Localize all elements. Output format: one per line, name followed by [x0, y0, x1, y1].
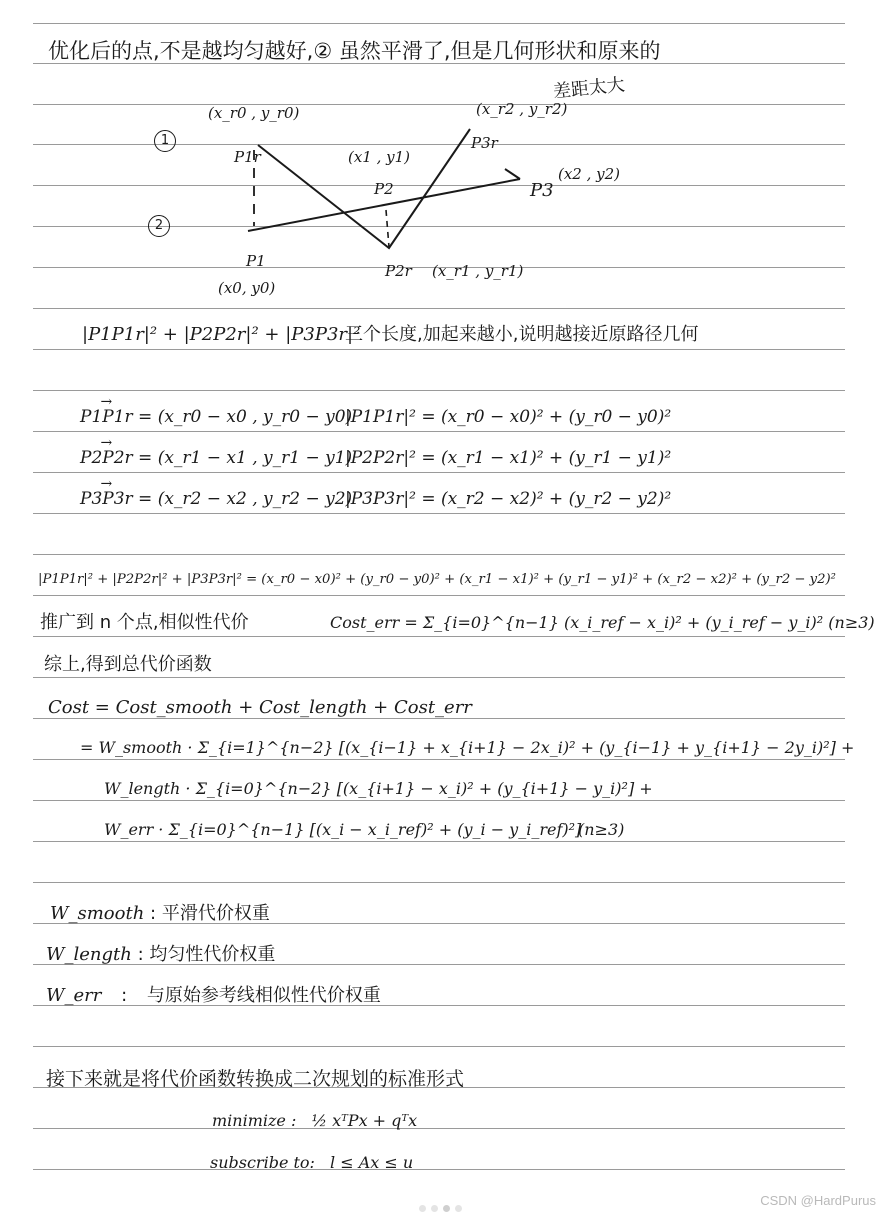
cost-err-formula: Cost_err = Σ_{i=0}^{n−1} (x_i_ref − x_i)² + (y_i_ref − y_i)² (n≥3): [330, 613, 875, 632]
label-p3: P3: [530, 180, 554, 201]
subject-to-label: subscribe to:: [210, 1153, 315, 1172]
cost-line-4: W_err · Σ_{i=0}^{n−1} [(x_i − x_i_ref)² + (y_i − y_i_ref)²]: [104, 820, 582, 839]
vector-lhs: → P3P3r: [80, 491, 133, 508]
label-p2-coord: (x1 , y1): [348, 148, 411, 166]
vector-def: = (x_r2 − x2 , y_r2 − y2): [138, 489, 353, 509]
ruled-line: [33, 431, 845, 432]
intro-line-2: 差距太大: [552, 74, 626, 103]
ruled-line: [33, 759, 845, 760]
norm-lhs: |P3P3r|²: [345, 489, 416, 509]
ruled-line: [33, 718, 845, 719]
vector-lhs: → P1P1r: [80, 409, 133, 426]
ruled-line: [33, 595, 845, 596]
weight-row-err: [46, 987, 381, 1005]
norm-rhs: = (x_r0 − x0)² + (y_r0 − y0)²: [421, 407, 672, 427]
ruled-line: [33, 800, 845, 801]
vector-row: [80, 409, 352, 426]
marker-circle-2: 2: [148, 215, 170, 237]
marker-circle-1: 1: [154, 130, 176, 152]
vector-row: [80, 450, 352, 467]
label-p1r-coord: (x_r0 , y_r0): [208, 104, 300, 122]
pagination-dot[interactable]: [443, 1205, 450, 1212]
vector-def: = (x_r0 − x0 , y_r0 − y0): [138, 407, 353, 427]
weight-separator: :: [150, 903, 157, 924]
weight-description: 平滑代价权重: [161, 903, 270, 924]
weight-description: 均匀性代价权重: [149, 944, 276, 965]
label-p1r: P1r: [234, 148, 261, 166]
norm-lhs: |P2P2r|²: [345, 448, 416, 468]
label-p2r: P2r: [385, 262, 412, 280]
p2-projection-dash: [386, 210, 389, 247]
vector-lhs: → P2P2r: [80, 450, 133, 467]
ruled-line: [33, 636, 845, 637]
ruled-line: [33, 1046, 845, 1047]
ruled-line: [33, 472, 845, 473]
ruled-line: [33, 513, 845, 514]
vector-def: = (x_r1 − x1 , y_r1 − y1): [138, 448, 353, 468]
sum-explanation: 三个长度,加起来越小,说明越接近原路径几何: [345, 324, 699, 345]
weight-row-length: [46, 946, 275, 964]
weight-symbol: W_smooth: [50, 903, 145, 924]
qp-minimize-row: [212, 1113, 417, 1129]
label-p2: P2: [374, 180, 394, 198]
cost-line-4-condition: (n≥3): [578, 820, 625, 839]
norm-lhs: |P1P1r|²: [345, 407, 416, 427]
minimize-expression: ½ xᵀPx + qᵀx: [311, 1111, 418, 1130]
cost-line-2: = W_smooth · Σ_{i=1}^{n−2} [(x_{i−1} + x_{i+1} − 2x_i)² + (y_{i−1} + y_{i+1} − 2y_i)²] +: [80, 738, 855, 757]
weight-separator: :: [121, 985, 128, 1006]
expansion-formula: |P1P1r|² + |P2P2r|² + |P3P3r|² = (x_r0 − x0)² + (y_r0 − y0)² + (x_r1 − x1)² + (y_r1 − y1)² + (x_r2 − x2)² + (y_r2 − y2)²: [38, 572, 836, 587]
vector-norm-row: [345, 491, 671, 508]
qp-subject-row: [210, 1155, 413, 1171]
cost-line-3: W_length · Σ_{i=0}^{n−2} [(x_{i+1} − x_i)² + (y_{i+1} − y_i)²] +: [104, 779, 653, 798]
vector-row: [80, 491, 352, 508]
pagination-dot[interactable]: [431, 1205, 438, 1212]
pagination-dot[interactable]: [419, 1205, 426, 1212]
qp-intro: 接下来就是将代价函数转换成二次规划的标准形式: [46, 1068, 465, 1090]
pagination-dots[interactable]: [419, 1205, 462, 1212]
ruled-line: [33, 677, 845, 678]
label-p1: P1: [246, 252, 266, 270]
label-p2r-coord: (x_r1 , y_r1): [432, 262, 524, 280]
label-p3r-coord: (x_r2 , y_r2): [476, 100, 568, 118]
vector-norm-row: [345, 450, 671, 467]
label-p1-coord: (x0, y0): [218, 279, 276, 297]
cost-line-1: Cost = Cost_smooth + Cost_length + Cost_err: [48, 697, 472, 718]
ruled-line: [33, 554, 845, 555]
pagination-dot[interactable]: [455, 1205, 462, 1212]
ruled-line: [33, 390, 845, 391]
generalize-text: 推广到 n 个点,相似性代价: [40, 612, 249, 633]
summary-text: 综上,得到总代价函数: [44, 654, 212, 675]
weight-separator: :: [137, 944, 144, 965]
weight-description: 与原始参考线相似性代价权重: [146, 985, 381, 1006]
sum-formula: |P1P1r|² + |P2P2r|² + |P3P3r|²: [82, 324, 361, 345]
norm-rhs: = (x_r1 − x1)² + (y_r1 − y1)²: [421, 448, 672, 468]
weight-row-smooth: [50, 905, 270, 923]
minimize-label: minimize :: [212, 1111, 297, 1130]
norm-rhs: = (x_r2 − x2)² + (y_r2 − y2)²: [421, 489, 672, 509]
intro-line-1: 优化后的点,不是越均匀越好,② 虽然平滑了,但是几何形状和原来的: [48, 39, 661, 63]
ruled-line: [33, 841, 845, 842]
reference-path-line: [258, 129, 470, 248]
weight-symbol: W_length: [46, 944, 132, 965]
ruled-line: [33, 1128, 845, 1129]
label-p3-coord: (x2 , y2): [558, 165, 621, 183]
vector-norm-row: [345, 409, 671, 426]
label-p3r: P3r: [471, 134, 498, 152]
constraint-expression: l ≤ Ax ≤ u: [330, 1153, 414, 1172]
ruled-line: [33, 882, 845, 883]
watermark: CSDN @HardPurus: [760, 1193, 876, 1208]
ruled-line: [33, 1169, 845, 1170]
weight-symbol: W_err: [46, 985, 102, 1006]
ruled-line: [33, 349, 845, 350]
